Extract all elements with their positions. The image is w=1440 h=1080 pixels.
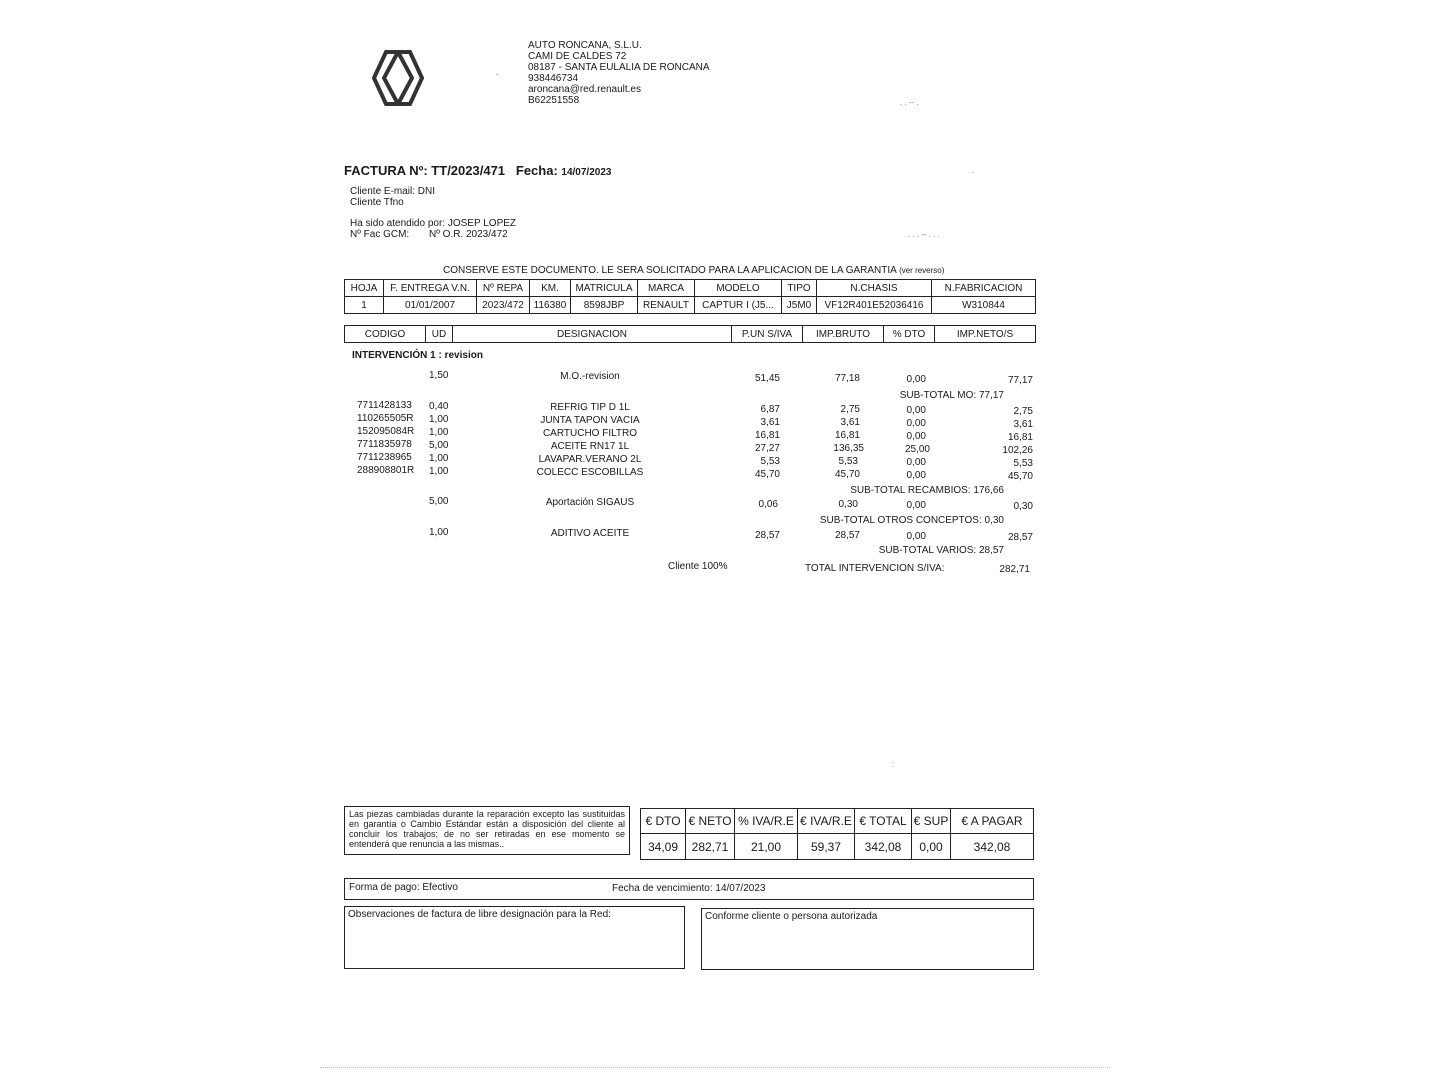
subtotal-parts: SUB-TOTAL RECAMBIOS: 176,66: [850, 485, 1004, 496]
parts-notice: Las piezas cambiadas durante la reparación excepto las sustituidas en garantía o Cambio Estándar están a disposición del cliente al concluir los trabajos; de no ser retiradas en ese momento se entenderá que renuncia a las mismas..: [349, 809, 625, 849]
item-neto: 45,70: [1007, 471, 1033, 482]
vehicle-value: 2023/472: [477, 297, 530, 314]
invoice-date-label: Fecha:: [515, 163, 558, 178]
item-ud: 1,50: [429, 370, 449, 381]
item-bruto: 3,61: [840, 417, 860, 428]
total-label: TOTAL INTERVENCION S/IVA:: [805, 563, 945, 574]
item-neto: 102,26: [1002, 445, 1033, 456]
warranty-notice: [443, 265, 944, 276]
column-header: DESIGNACION: [453, 326, 732, 343]
totals-header: € NETO: [686, 809, 735, 834]
vehicle-value: 1: [345, 297, 384, 314]
totals-value: 342,08: [855, 834, 912, 860]
vehicle-header: MODELO: [695, 280, 782, 297]
item-bruto: 136,35: [833, 443, 864, 454]
items-header: [344, 325, 1036, 343]
vehicle-table: [344, 279, 1036, 314]
company-city: 08187 - SANTA EULALIA DE RONCANA: [528, 62, 710, 73]
totals-header: € TOTAL: [855, 809, 912, 834]
item-desc: JUNTA TAPON VACIA: [540, 415, 640, 426]
item-desc: CARTUCHO FILTRO: [542, 428, 638, 439]
column-header: CODIGO: [345, 326, 426, 343]
scan-dot: .: [972, 166, 975, 175]
item-bruto: 45,70: [834, 469, 860, 480]
client-percentage: Cliente 100%: [668, 561, 728, 572]
vehicle-header: N.FABRICACION: [932, 280, 1036, 297]
item-pun: 16,81: [754, 430, 780, 441]
renault-logo: [372, 46, 424, 110]
warranty-notice-small: (ver reverso): [899, 266, 945, 275]
vehicle-value: J5M0: [782, 297, 817, 314]
item-code: 7711428133: [357, 400, 412, 411]
company-phone: 938446734: [528, 73, 579, 84]
invoice-number: FACTURA Nº: TT/2023/471: [344, 163, 506, 178]
observations-label: Observaciones de factura de libre designación para la Red:: [348, 909, 611, 920]
or-number: Nº O.R. 2023/472: [429, 229, 508, 240]
item-dto: 0,00: [906, 374, 926, 385]
vehicle-value: RENAULT: [638, 297, 695, 314]
item-neto: 2,75: [1013, 406, 1033, 417]
vehicle-value: VF12R401E52036416: [817, 297, 932, 314]
item-pun: 51,45: [754, 373, 780, 384]
item-ud: 1,00: [429, 527, 449, 538]
column-header: P.UN S/IVA: [732, 326, 803, 343]
vehicle-value: W310844: [932, 297, 1036, 314]
item-pun: 0,06: [758, 499, 778, 510]
item-desc: ACEITE RN17 1L: [550, 441, 630, 452]
totals-header: € IVA/R.E: [798, 809, 855, 834]
item-desc: ADITIVO ACEITE: [550, 528, 630, 539]
item-dto: 25,00: [904, 444, 930, 455]
company-email: aroncana@red.renault.es: [528, 84, 641, 95]
company-street: CAMI DE CALDES 72: [528, 51, 627, 62]
company-name: AUTO RONCANA, S.L.U.: [528, 40, 642, 51]
totals-header: € DTO: [641, 809, 686, 834]
payment-method: Forma de pago: Efectivo: [349, 882, 458, 893]
intervention-title: INTERVENCIÓN 1 : revision: [352, 350, 483, 361]
item-neto: 16,81: [1007, 432, 1033, 443]
item-neto: 3,61: [1013, 419, 1033, 430]
item-ud: 1,00: [429, 466, 449, 477]
warranty-notice-text: CONSERVE ESTE DOCUMENTO. LE SERA SOLICITADO PARA LA APLICACION DE LA GARANTIA: [443, 265, 897, 276]
item-pun: 27,27: [754, 443, 780, 454]
vehicle-header: MATRICULA: [571, 280, 638, 297]
payment-box: [344, 878, 1034, 900]
item-bruto: 0,30: [838, 499, 858, 510]
scan-dot: . . . -- . . .: [908, 230, 940, 239]
scan-dot: :: [892, 760, 895, 769]
subtotal-varios: SUB-TOTAL VARIOS: 28,57: [878, 545, 1004, 556]
attended-by: Ha sido atendido por: JOSEP LOPEZ: [350, 218, 517, 229]
item-dto: 0,00: [906, 418, 926, 429]
signature-box: [701, 908, 1034, 970]
invoice-date: 14/07/2023: [561, 167, 612, 178]
item-pun: 6,87: [760, 404, 780, 415]
item-neto: 28,57: [1007, 532, 1033, 543]
column-header: UD: [426, 326, 453, 343]
totals-value: 0,00: [912, 834, 951, 860]
item-desc: M.O.-revision: [560, 371, 620, 382]
vehicle-header: Nº REPA: [477, 280, 530, 297]
totals-header: € A PAGAR: [951, 809, 1034, 834]
client-email: Cliente E-mail: DNI: [350, 186, 436, 197]
total-value: 282,71: [999, 564, 1030, 575]
item-dto: 0,00: [906, 431, 926, 442]
scan-edge: [320, 1067, 1110, 1068]
item-bruto: 28,57: [834, 530, 860, 541]
item-desc: Aportación SIGAUS: [545, 497, 635, 508]
item-ud: 1,00: [429, 414, 449, 425]
item-dto: 0,00: [906, 470, 926, 481]
gcm-number: Nº Fac GCM:: [350, 229, 410, 240]
vehicle-header: MARCA: [638, 280, 695, 297]
item-bruto: 2,75: [840, 404, 860, 415]
item-pun: 5,53: [760, 456, 780, 467]
item-desc: REFRIG TIP D 1L: [550, 402, 630, 413]
item-code: 110265505R: [357, 413, 414, 424]
totals-value: 59,37: [798, 834, 855, 860]
item-ud: 1,00: [429, 453, 449, 464]
company-block: [528, 40, 710, 106]
vehicle-header: TIPO: [782, 280, 817, 297]
totals-header: % IVA/R.E: [735, 809, 798, 834]
parts-notice-box: [344, 806, 630, 855]
item-ud: 5,00: [429, 440, 449, 451]
item-ud: 0,40: [429, 401, 449, 412]
client-phone: Cliente Tfno: [350, 197, 404, 208]
scan-dot: -: [496, 70, 499, 79]
item-pun: 28,57: [754, 530, 780, 541]
subtotal-mo: SUB-TOTAL MO: 77,17: [899, 390, 1004, 401]
item-bruto: 16,81: [834, 430, 860, 441]
item-dto: 0,00: [906, 500, 926, 511]
vehicle-header: KM.: [530, 280, 571, 297]
vehicle-header: N.CHASIS: [817, 280, 932, 297]
totals-header: € SUP: [912, 809, 951, 834]
vehicle-header: F. ENTREGA V.N.: [384, 280, 477, 297]
item-code: 7711835978: [357, 439, 412, 450]
totals-value: 342,08: [951, 834, 1034, 860]
vehicle-value: 116380: [530, 297, 571, 314]
column-header: IMP.BRUTO: [803, 326, 884, 343]
item-pun: 3,61: [760, 417, 780, 428]
vehicle-header: HOJA: [345, 280, 384, 297]
column-header: % DTO: [884, 326, 935, 343]
item-dto: 0,00: [906, 531, 926, 542]
totals-table: [640, 808, 1034, 860]
item-desc: LAVAPAR.VERANO 2L: [538, 454, 642, 465]
item-code: 288908801R: [357, 465, 415, 476]
item-ud: 1,00: [429, 427, 449, 438]
item-code: 152095084R: [357, 426, 415, 437]
item-bruto: 77,18: [834, 373, 860, 384]
vehicle-value: 01/01/2007: [384, 297, 477, 314]
item-code: 7711238965: [357, 452, 412, 463]
totals-value: 21,00: [735, 834, 798, 860]
scan-dot: . . -- .: [900, 98, 919, 107]
subtotal-other: SUB-TOTAL OTROS CONCEPTOS: 0,30: [819, 515, 1004, 526]
vehicle-value: 8598JBP: [571, 297, 638, 314]
totals-value: 34,09: [641, 834, 686, 860]
item-dto: 0,00: [906, 457, 926, 468]
company-cif: B62251558: [528, 95, 580, 106]
item-ud: 5,00: [429, 496, 449, 507]
signature-label: Conforme cliente o persona autorizada: [705, 911, 878, 922]
item-bruto: 5,53: [838, 456, 858, 467]
item-neto: 0,30: [1013, 501, 1033, 512]
vehicle-value: CAPTUR I (J5...: [695, 297, 782, 314]
item-desc: COLECC ESCOBILLAS: [536, 467, 644, 478]
item-pun: 45,70: [754, 469, 780, 480]
invoice-title: [344, 163, 611, 178]
item-dto: 0,00: [906, 405, 926, 416]
column-header: IMP.NETO/S: [935, 326, 1036, 343]
observations-box: [344, 906, 685, 969]
item-neto: 77,17: [1007, 375, 1033, 386]
item-neto: 5,53: [1013, 458, 1033, 469]
totals-value: 282,71: [686, 834, 735, 860]
due-date: Fecha de vencimiento: 14/07/2023: [612, 883, 766, 894]
